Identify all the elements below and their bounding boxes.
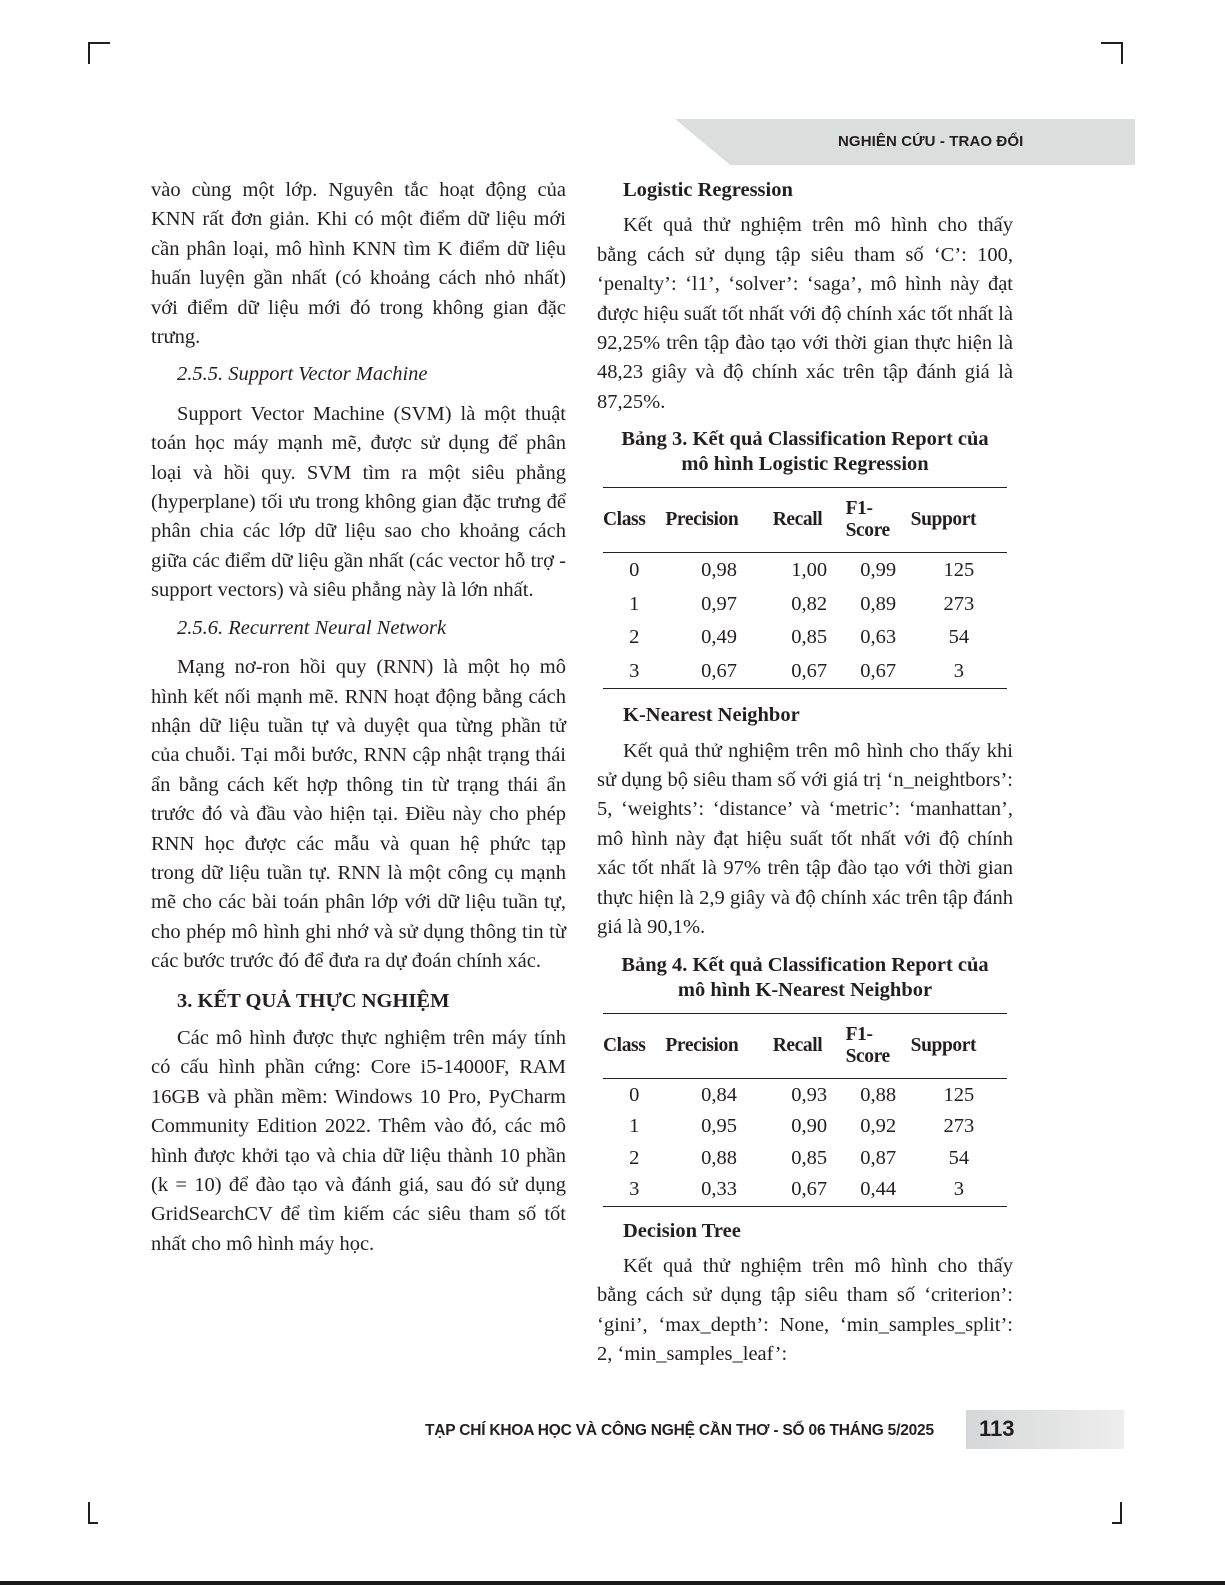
col-header-recall: Recall xyxy=(773,1013,846,1078)
cell-support: 125 xyxy=(943,559,975,582)
heading-k-nearest-neighbor: K-Nearest Neighbor xyxy=(623,704,800,727)
heading-logistic-regression: Logistic Regression xyxy=(623,179,793,201)
cell-recall: 0,85 xyxy=(791,1146,828,1169)
paragraph-decision-tree: Kết quả thử nghiệm trên mô hình cho thấy bằng cách sử dụng tập siêu tham số ‘criterion’: ‘gini’, ‘max_depth’: None, ‘min_samples_split’: 2, ‘min_samples_leaf’: xyxy=(597,1254,1013,1366)
paragraph-rnn: Mạng nơ-ron hồi quy (RNN) là một họ mô hình kết nối mạnh mẽ. RNN hoạt động bằng cách nhận dữ liệu tuần tự và duyệt qua từng phần tử của chuỗi. Tại mỗi bước, RNN cập nhật trạng thái ẩn bằng cách kết hợp thông tin từ trạng thái ẩn trước đó và đầu vào hiện tại. Điều này cho phép RNN học được các mẫu và quan hệ phức tạp trong dữ liệu tuần tự. RNN là một công cụ mạnh mẽ cho các bài toán phân lớp với dữ liệu tuần tự, cho phép mô hình ghi nhớ và sử dụng thông tin từ các bước trước đó để đưa ra dự đoán chính xác. xyxy=(151,656,566,973)
f1-line1: F1- xyxy=(845,1023,873,1045)
section-heading-results: 3. KẾT QUẢ THỰC NGHIỆM xyxy=(177,989,450,1012)
table-4-caption xyxy=(597,953,1013,1003)
col-header-class: Class xyxy=(603,1013,665,1078)
cell-precision: 0,84 xyxy=(701,1083,737,1106)
cell-precision: 0,97 xyxy=(701,592,737,615)
table-row xyxy=(603,1174,1007,1206)
col-header-recall: Recall xyxy=(773,488,846,553)
cell-recall: 0,90 xyxy=(791,1115,828,1137)
cell-class: 1 xyxy=(629,1115,640,1137)
cell-support: 125 xyxy=(943,1083,975,1106)
cell-precision: 0,49 xyxy=(701,626,737,649)
table-row xyxy=(603,553,1007,588)
f1-line1: F1- xyxy=(845,498,873,520)
table-3-caption-line2: mô hình Logistic Regression xyxy=(681,453,929,476)
table-3-caption-line1: Bảng 3. Kết quả Classification Report của xyxy=(621,428,989,451)
crop-mark-top-right xyxy=(1101,42,1123,64)
col-header-f1-score xyxy=(846,1013,911,1078)
subheading-rnn: 2.5.6. Recurrent Neural Network xyxy=(177,616,447,639)
paragraph-k-nearest-neighbor: Kết quả thử nghiệm trên mô hình cho thấy khi sử dụng bộ siêu tham số với giá trị ‘n_neightbors’: 5, ‘weights’: ‘distance’ và ‘metric’: ‘manhattan’, mô hình này đạt hiệu suất tốt nhất với độ chính xác tốt nhất là 97% trên tập đào tạo với thời gian thực hiện là 2,9 giây và độ chính xác trên tập đánh giá là 90,1%. xyxy=(597,739,1013,939)
cell-precision: 0,95 xyxy=(701,1115,737,1137)
table-4-caption-line2: mô hình K-Nearest Neighbor xyxy=(677,978,933,1001)
table-header-row xyxy=(603,1013,1007,1078)
table-3-caption xyxy=(597,427,1013,477)
cell-support: 3 xyxy=(953,1178,964,1200)
running-header-section: NGHIÊN CỨU - TRAO ĐỔI xyxy=(838,133,1024,150)
table-header-row xyxy=(603,488,1007,553)
table-row xyxy=(603,1078,1007,1111)
paragraph-knn-continuation: vào cùng một lớp. Nguyên tắc hoạt động của KNN rất đơn giản. Khi có một điểm dữ liệu mới cần phân loại, mô hình KNN tìm K điểm dữ liệu huấn luyện gần nhất (có khoảng cách nhỏ nhất) với điểm dữ liệu mới đó trong không gian đặc trưng. xyxy=(151,179,566,349)
cell-recall: 0,85 xyxy=(791,626,828,649)
cell-class: 2 xyxy=(629,626,640,649)
table-row xyxy=(603,1143,1007,1175)
subheading-svm: 2.5.5. Support Vector Machine xyxy=(177,363,428,386)
crop-mark-bottom-right xyxy=(1112,1502,1122,1524)
left-column xyxy=(151,176,566,1259)
col-header-precision: Precision xyxy=(665,488,772,553)
crop-mark-bottom-left xyxy=(88,1502,98,1524)
col-header-support: Support xyxy=(911,488,1007,553)
f1-line2: Score xyxy=(845,1045,890,1067)
cell-class: 3 xyxy=(629,659,640,682)
paragraph-svm: Support Vector Machine (SVM) là một thuật toán học máy mạnh mẽ, được sử dụng để phân loại và hồi quy. SVM tìm ra một siêu phẳng (hyperplane) tối ưu trong không gian đặc trưng để phân chia các lớp dữ liệu sao cho khoảng cách giữa các điểm dữ liệu gần nhất (các vector hỗ trợ - support vectors) và siêu phẳng này là lớn nhất. xyxy=(151,402,566,602)
f1-line2: Score xyxy=(845,520,890,542)
cell-support: 3 xyxy=(953,659,964,682)
cell-f1: 0,92 xyxy=(860,1115,897,1137)
crop-mark-top-left xyxy=(88,42,110,64)
cell-precision: 0,67 xyxy=(701,659,737,682)
cell-recall: 0,67 xyxy=(791,1178,828,1200)
cell-precision: 0,88 xyxy=(701,1146,737,1169)
heading-decision-tree: Decision Tree xyxy=(623,1219,741,1242)
cell-f1: 0,44 xyxy=(860,1178,897,1200)
table-3-logistic-regression xyxy=(603,487,1007,689)
page-bottom-edge xyxy=(0,1581,1225,1585)
cell-support: 273 xyxy=(943,1115,975,1137)
cell-class: 0 xyxy=(629,1083,640,1106)
table-4-caption-line1: Bảng 4. Kết quả Classification Report của xyxy=(621,953,989,976)
cell-precision: 0,33 xyxy=(701,1178,737,1200)
cell-support: 54 xyxy=(948,1146,970,1169)
cell-f1: 0,63 xyxy=(860,626,897,649)
paragraph-results: Các mô hình được thực nghiệm trên máy tính có cấu hình phần cứng: Core i5-14000F, RAM 16GB và phần mềm: Windows 10 Pro, PyCharm Community Edition 2022. Thêm vào đó, các mô hình được khởi tạo và chia dữ liệu thành 10 phần (k = 10) để đào tạo và đánh giá, sau đó sử dụng GridSearchCV để tìm kiếm các siêu tham số tốt nhất cho mô hình máy học. xyxy=(151,1026,566,1255)
cell-class: 1 xyxy=(629,592,640,615)
col-header-precision: Precision xyxy=(665,1013,772,1078)
paragraph-logistic-regression: Kết quả thử nghiệm trên mô hình cho thấy bằng cách sử dụng tập siêu tham số ‘C’: 100, ‘penalty’: ‘l1’, ‘solver’: ‘saga’, mô hình này đạt được hiệu suất tốt nhất với độ chính xác tốt nhất là 92,25% trên tập đào tạo với thời gian thực hiện là 48,23 giây và độ chính xác trên tập đánh giá là 87,25%. xyxy=(597,214,1013,413)
cell-f1: 0,67 xyxy=(860,659,897,682)
table-row xyxy=(603,621,1007,655)
cell-class: 0 xyxy=(629,559,640,582)
col-header-support: Support xyxy=(911,1013,1007,1078)
table-4-k-nearest-neighbor xyxy=(603,1013,1007,1207)
cell-f1: 0,89 xyxy=(860,592,897,615)
cell-precision: 0,98 xyxy=(701,559,737,582)
cell-f1: 0,87 xyxy=(860,1146,897,1169)
cell-recall: 0,93 xyxy=(791,1083,828,1106)
col-header-class: Class xyxy=(603,488,665,553)
page-number: 113 xyxy=(979,1416,1015,1441)
cell-f1: 0,99 xyxy=(860,559,897,582)
cell-class: 2 xyxy=(629,1146,640,1169)
right-column xyxy=(597,176,1013,1370)
cell-recall: 0,82 xyxy=(791,592,828,615)
cell-class: 3 xyxy=(629,1178,640,1200)
table-row xyxy=(603,655,1007,689)
cell-support: 273 xyxy=(943,592,975,615)
cell-recall: 1,00 xyxy=(791,559,828,582)
cell-f1: 0,88 xyxy=(860,1083,897,1106)
cell-recall: 0,67 xyxy=(791,659,828,682)
footer-journal-title: TẠP CHÍ KHOA HỌC VÀ CÔNG NGHỆ CẦN THƠ - SỐ 06 THÁNG 5/2025 xyxy=(425,1422,934,1439)
col-header-f1-score xyxy=(846,488,911,553)
table-row xyxy=(603,1111,1007,1143)
table-row xyxy=(603,588,1007,622)
cell-support: 54 xyxy=(948,626,970,649)
